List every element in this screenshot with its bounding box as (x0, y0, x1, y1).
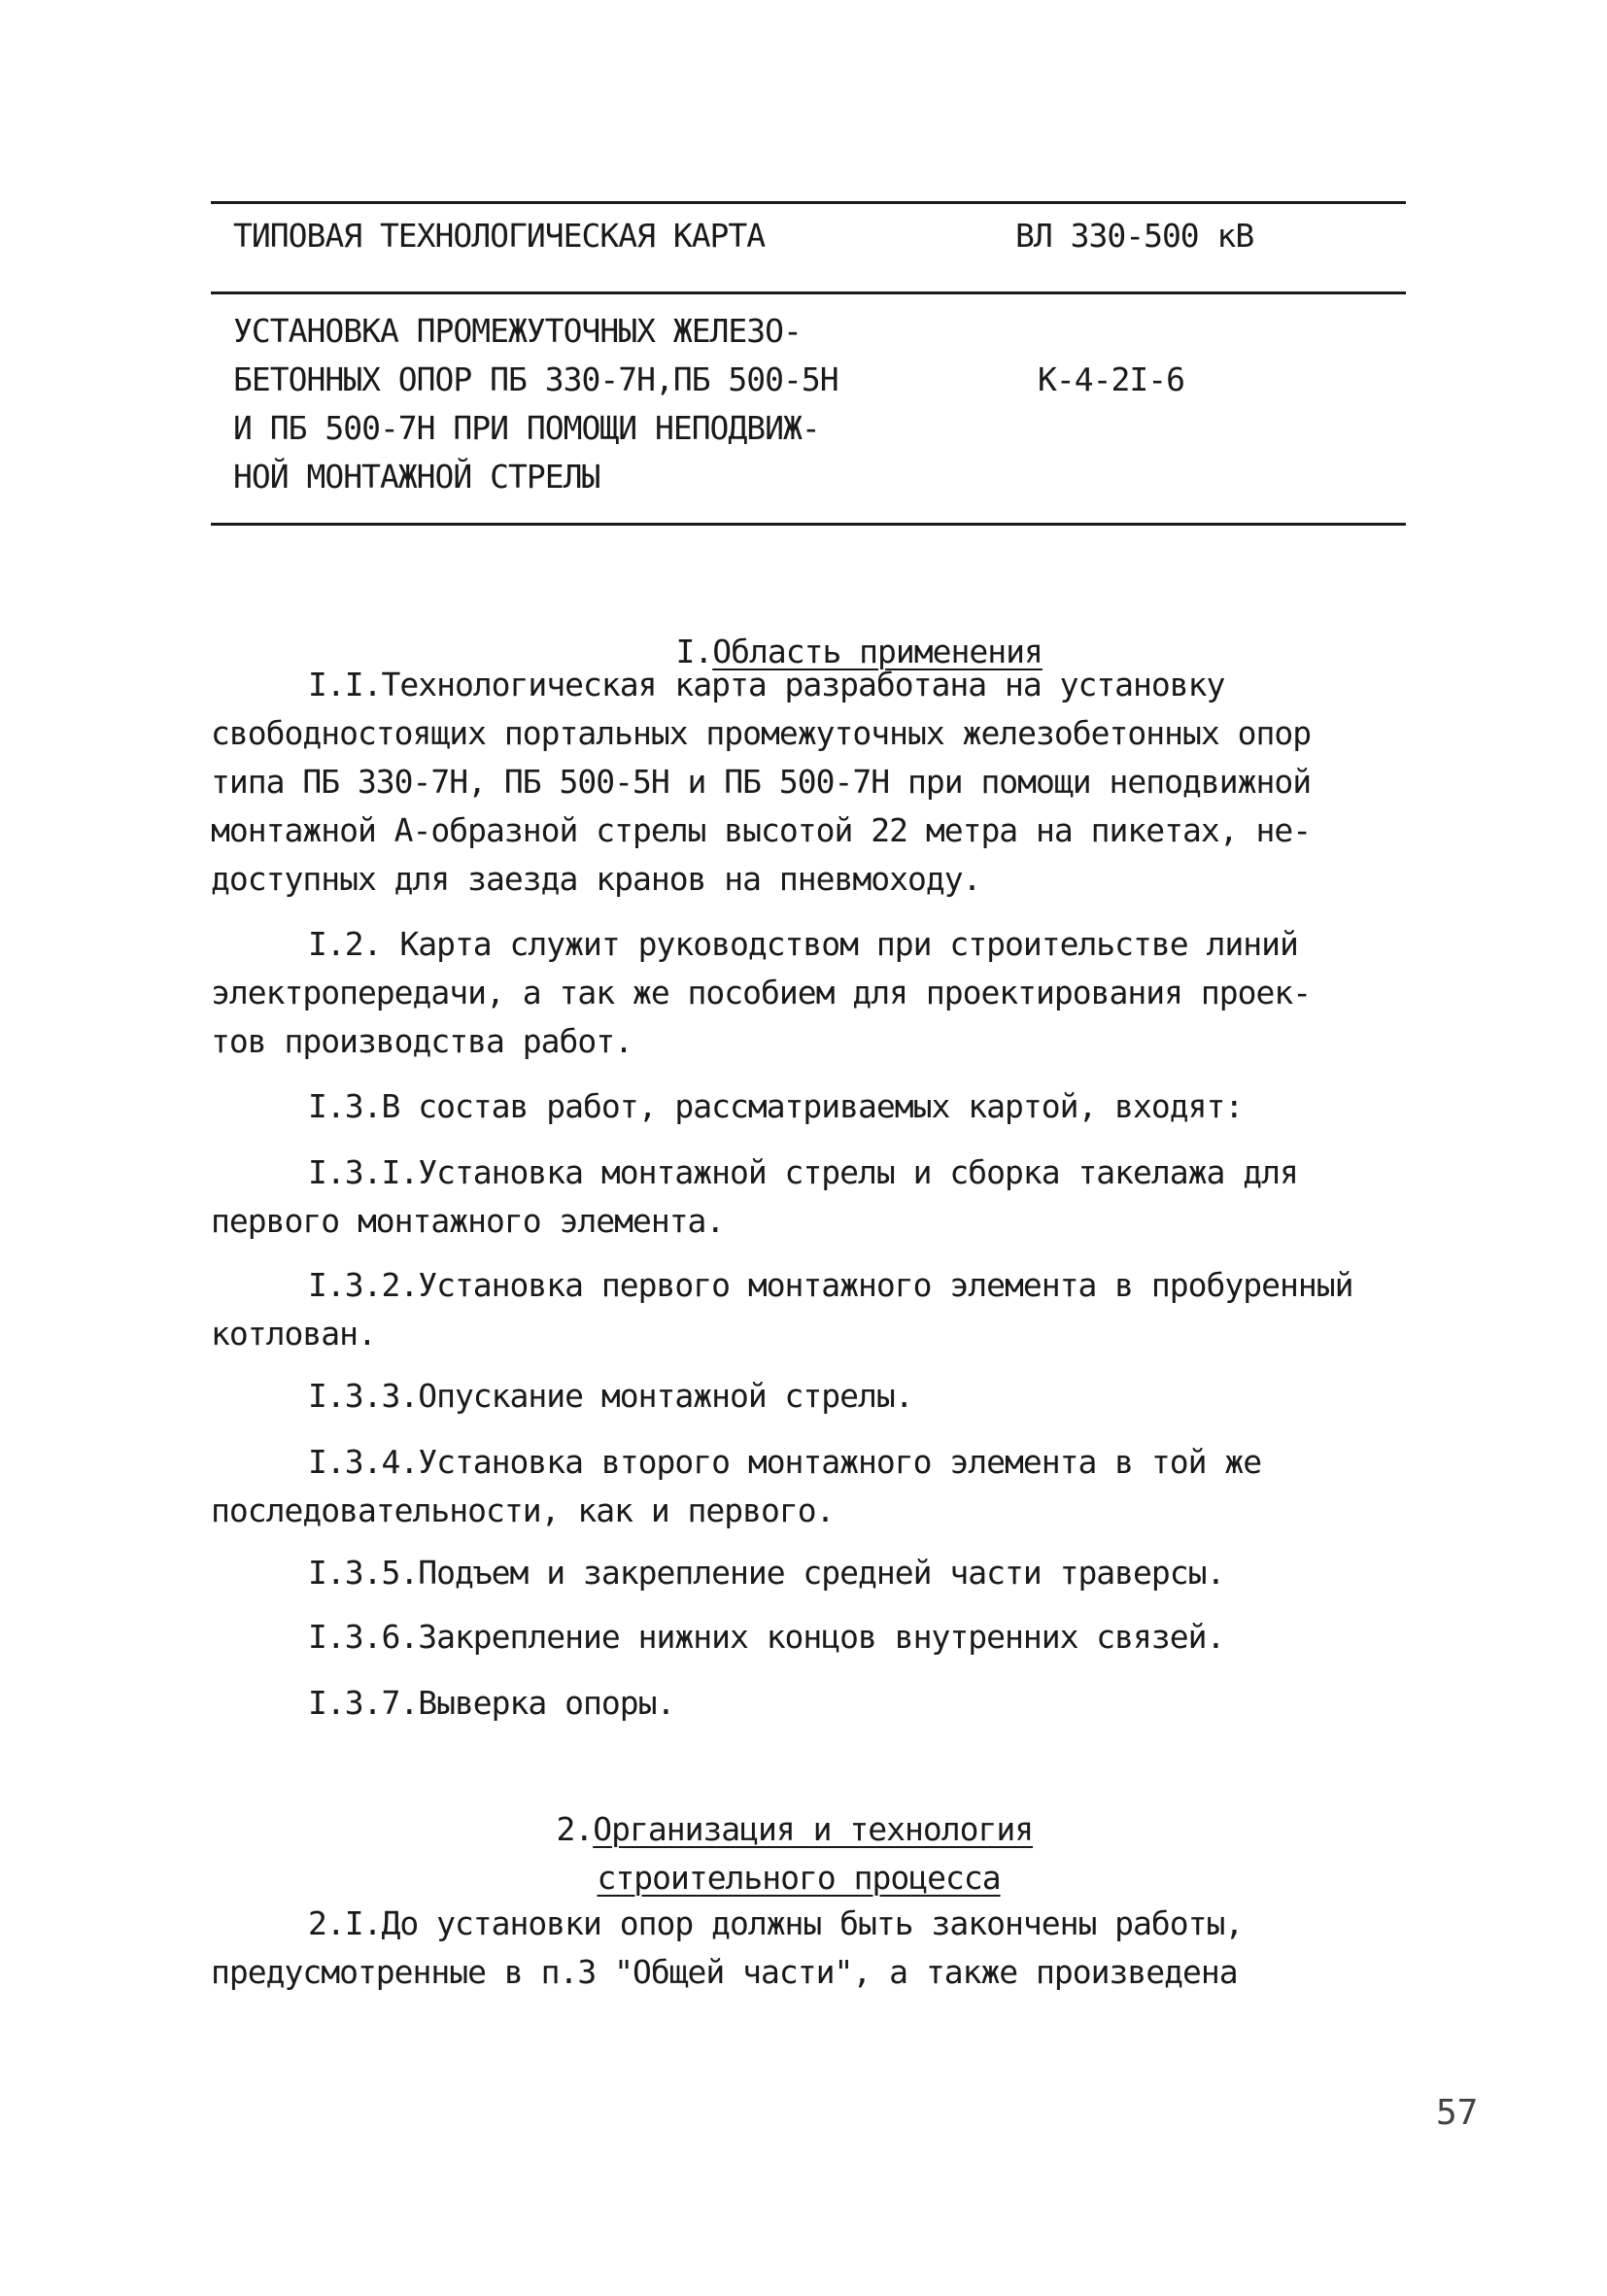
text-line: монтажной А-образной стрелы высотой 22 метра на пикетах, не- (211, 811, 1312, 849)
text-line: I.I.Технологическая карта разработана на установку (308, 666, 1225, 703)
paragraph-1-3-6 (211, 1613, 1425, 1662)
card-title: ТИПОВАЯ ТЕХНОЛОГИЧЕСКАЯ КАРТА (233, 217, 766, 255)
text-line: I.3.5.Подъем и закрепление средней части траверсы. (308, 1554, 1225, 1592)
paragraph-1-3 (211, 1082, 1425, 1131)
text-line: I.3.3.Опускание монтажной стрелы. (308, 1377, 913, 1415)
text-line: I.3.В состав работ, рассматриваемых картой, входят: (308, 1087, 1244, 1125)
paragraph-1-3-3 (211, 1372, 1425, 1421)
text-line: типа ПБ 330-7Н, ПБ 500-5Н и ПБ 500-7Н при помощи неподвижной (211, 763, 1312, 801)
header-top-rule (211, 201, 1406, 204)
card-number: К-4-2I-6 (1038, 360, 1184, 398)
section-2-title-continued: строительного процесса (597, 1859, 1001, 1897)
text-line: электропередачи, а так же пособием для проектирования проек- (211, 974, 1312, 1011)
line-voltage-code: ВЛ 330-500 кВ (1015, 217, 1254, 255)
section-2-number: 2. (556, 1810, 594, 1848)
text-line: I.3.4.Установка второго монтажного элемента в той же (308, 1443, 1262, 1481)
subject-line: УСТАНОВКА ПРОМЕЖУТОЧНЫХ ЖЕЛЕЗО- (233, 312, 802, 350)
page-number: 57 (1436, 2093, 1479, 2133)
paragraph-1-3-5 (211, 1549, 1425, 1597)
header-middle-rule (211, 291, 1406, 294)
section-2-title: Организация и технология (593, 1810, 1034, 1848)
text-line: тов производства работ. (211, 1022, 633, 1060)
paragraph-2-1 (211, 1900, 1425, 1997)
text-line: котлован. (211, 1315, 376, 1353)
section-1-number: I. (675, 633, 713, 670)
paragraph-1-3-2 (211, 1261, 1425, 1358)
text-line: I.3.I.Установка монтажной стрелы и сборка такелажа для (308, 1153, 1298, 1191)
text-line: первого монтажного элемента. (211, 1202, 725, 1240)
text-line: предусмотренные в п.3 "Общей части", а также произведена (211, 1953, 1238, 1991)
paragraph-1-3-4 (211, 1438, 1425, 1535)
text-line: I.3.2.Установка первого монтажного элемента в пробуренный (308, 1266, 1353, 1304)
paragraph-1-1 (211, 661, 1425, 904)
subject-line: НОЙ МОНТАЖНОЙ СТРЕЛЫ (233, 458, 600, 496)
header-bottom-rule (211, 523, 1406, 526)
text-line: последовательности, как и первого. (211, 1491, 835, 1529)
paragraph-1-3-7 (211, 1679, 1425, 1728)
subject-line: БЕТОННЫХ ОПОР ПБ 330-7Н,ПБ 500-5Н (233, 360, 838, 398)
paragraph-1-3-1 (211, 1148, 1425, 1246)
text-line: свободностоящих портальных промежуточных железобетонных опор (211, 714, 1312, 752)
text-line: доступных для заезда кранов на пневмоходу. (211, 860, 981, 898)
text-line: I.3.7.Выверка опоры. (308, 1684, 675, 1722)
paragraph-1-2 (211, 920, 1425, 1066)
text-line: I.3.6.Закрепление нижних концов внутренних связей. (308, 1618, 1225, 1656)
subject-line: И ПБ 500-7Н ПРИ ПОМОЩИ НЕПОДВИЖ- (233, 409, 820, 447)
text-line: I.2. Карта служит руководством при строительстве линий (308, 925, 1298, 963)
section-1-title: Область применения (712, 633, 1043, 670)
text-line: 2.I.До установки опор должны быть закончены работы, (308, 1904, 1244, 1942)
